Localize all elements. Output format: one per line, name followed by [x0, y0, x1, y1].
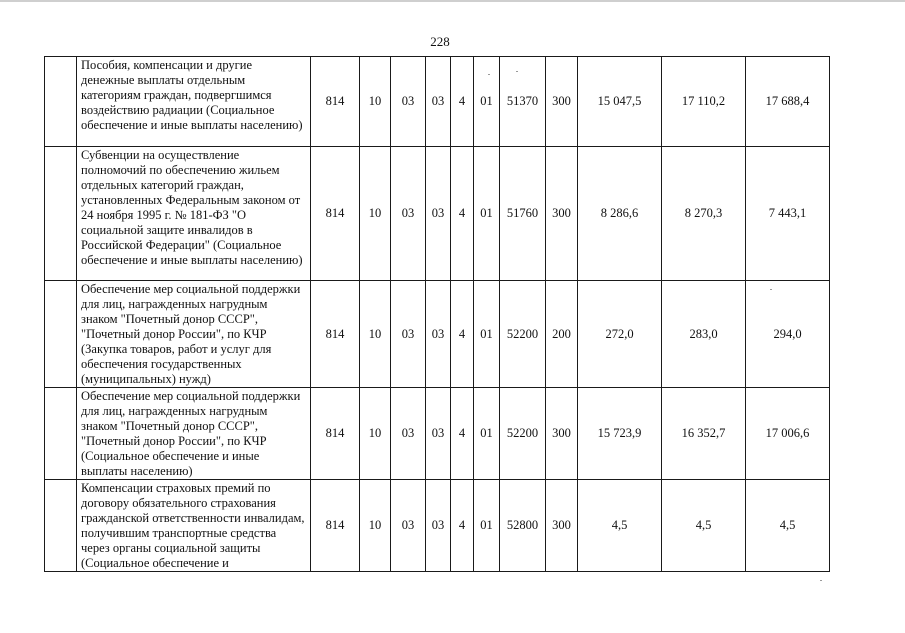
cell-amount-3: 294,0 [746, 281, 830, 388]
scan-speck [820, 580, 822, 581]
cell-event: 01 [474, 388, 500, 480]
cell-event: 01 [474, 281, 500, 388]
cell-program: 03 [426, 57, 451, 147]
cell-amount-1: 8 286,6 [578, 147, 662, 281]
cell-section: 10 [360, 480, 391, 572]
cell-amount-1: 4,5 [578, 480, 662, 572]
cell-direction: 52200 [500, 281, 546, 388]
row-description: Пособия, компенсации и другие денежные выплаты отдельным категориям граждан, подвергшимся воздействию радиации (Социальное обеспечение и иные выплаты населению) [77, 57, 311, 147]
cell-subsection: 03 [391, 480, 426, 572]
cell-ved: 814 [311, 388, 360, 480]
scan-speck [488, 74, 490, 75]
cell-amount-3: 4,5 [746, 480, 830, 572]
empty-cell [45, 57, 77, 147]
cell-ved: 814 [311, 57, 360, 147]
cell-section: 10 [360, 281, 391, 388]
cell-amount-2: 17 110,2 [662, 57, 746, 147]
cell-subprogram: 4 [451, 480, 474, 572]
row-description: Субвенции на осуществление полномочий по обеспечению жильем отдельных категорий граждан, установленных Федеральным законом от 24 ноября 1995 г. № 181-ФЗ "О социальной защите инвалидов в Российской Федерации" (Социальное обеспечение и иные выплаты населению) [77, 147, 311, 281]
cell-amount-1: 15 047,5 [578, 57, 662, 147]
cell-expense-type: 300 [546, 57, 578, 147]
cell-direction: 51370 [500, 57, 546, 147]
cell-section: 10 [360, 147, 391, 281]
budget-table [44, 56, 830, 572]
cell-program: 03 [426, 281, 451, 388]
row-description: Компенсации страховых премий по договору обязательного страхования гражданской ответственности инвалидам, получившим транспортные средства через органы социальной защиты (Социальное обеспечение и [77, 480, 311, 572]
cell-section: 10 [360, 57, 391, 147]
cell-subsection: 03 [391, 57, 426, 147]
table-row [45, 388, 830, 480]
cell-subsection: 03 [391, 147, 426, 281]
cell-subprogram: 4 [451, 281, 474, 388]
cell-program: 03 [426, 388, 451, 480]
scan-speck [516, 71, 518, 72]
cell-ved: 814 [311, 281, 360, 388]
cell-amount-1: 15 723,9 [578, 388, 662, 480]
table-row [45, 480, 830, 572]
cell-direction: 51760 [500, 147, 546, 281]
cell-ved: 814 [311, 147, 360, 281]
cell-amount-2: 16 352,7 [662, 388, 746, 480]
row-description: Обеспечение мер социальной поддержки для лиц, награжденных нагрудным знаком "Почетный донор СССР", "Почетный донор России", по КЧР (Социальное обеспечение и иные выплаты населению) [77, 388, 311, 480]
empty-cell [45, 281, 77, 388]
cell-amount-3: 17 006,6 [746, 388, 830, 480]
cell-program: 03 [426, 480, 451, 572]
cell-amount-2: 4,5 [662, 480, 746, 572]
cell-ved: 814 [311, 480, 360, 572]
cell-expense-type: 300 [546, 147, 578, 281]
cell-amount-1: 272,0 [578, 281, 662, 388]
cell-subprogram: 4 [451, 57, 474, 147]
empty-cell [45, 147, 77, 281]
row-description: Обеспечение мер социальной поддержки для лиц, награжденных нагрудным знаком "Почетный донор СССР", "Почетный донор России", по КЧР (Закупка товаров, работ и услуг для обеспечения государственных (муниципальных) нужд) [77, 281, 311, 388]
cell-expense-type: 200 [546, 281, 578, 388]
cell-amount-2: 8 270,3 [662, 147, 746, 281]
cell-program: 03 [426, 147, 451, 281]
cell-direction: 52800 [500, 480, 546, 572]
scan-speck [770, 289, 772, 290]
cell-event: 01 [474, 480, 500, 572]
cell-event: 01 [474, 57, 500, 147]
scan-edge [0, 0, 905, 2]
cell-event: 01 [474, 147, 500, 281]
table-row [45, 147, 830, 281]
empty-cell [45, 480, 77, 572]
cell-subprogram: 4 [451, 388, 474, 480]
cell-section: 10 [360, 388, 391, 480]
page-number: 228 [430, 34, 450, 49]
cell-amount-2: 283,0 [662, 281, 746, 388]
cell-subsection: 03 [391, 388, 426, 480]
cell-direction: 52200 [500, 388, 546, 480]
cell-amount-3: 7 443,1 [746, 147, 830, 281]
cell-expense-type: 300 [546, 388, 578, 480]
empty-cell [45, 388, 77, 480]
cell-amount-3: 17 688,4 [746, 57, 830, 147]
cell-subprogram: 4 [451, 147, 474, 281]
table-row [45, 281, 830, 388]
cell-subsection: 03 [391, 281, 426, 388]
table-row [45, 57, 830, 147]
cell-expense-type: 300 [546, 480, 578, 572]
